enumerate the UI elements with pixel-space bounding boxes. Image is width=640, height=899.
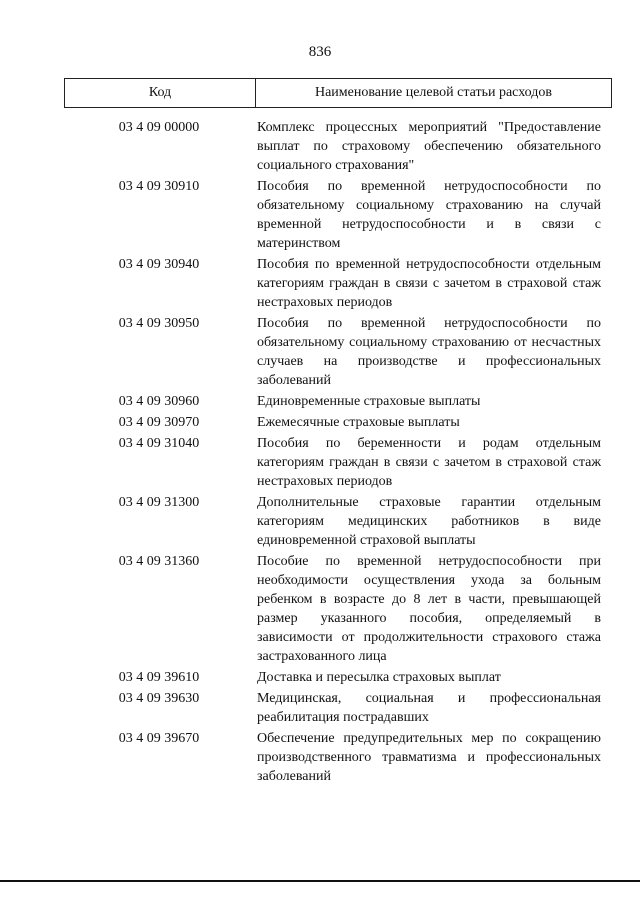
row-name: Комплекс процессных мероприятий "Предоставление выплат по страховому обеспечению обязательного социального страхования"	[257, 120, 601, 173]
row-name: Медицинская, социальная и профессиональная реабилитация пострадавших	[257, 691, 601, 725]
table-row	[64, 434, 612, 491]
header-code: Код	[65, 79, 256, 107]
table-row	[64, 177, 612, 253]
table-row	[64, 493, 612, 550]
row-name: Пособия по временной нетрудоспособности по обязательному социальному страхованию от несчастных случаев на производстве и профессиональных заболеваний	[257, 316, 601, 388]
row-name: Ежемесячные страховые выплаты	[257, 415, 460, 430]
table-row	[64, 552, 612, 666]
row-code: 03 4 09 39610	[118, 670, 200, 685]
row-code: 03 4 09 31300	[118, 495, 200, 510]
table-row	[64, 689, 612, 727]
table-row	[64, 413, 612, 432]
row-code: 03 4 09 30940	[118, 257, 200, 272]
row-name: Пособия по временной нетрудоспособности по обязательному социальному страхованию на случай временной нетрудоспособности и в связи с материнством	[257, 179, 601, 251]
table-row	[64, 668, 612, 687]
row-name: Пособия по временной нетрудоспособности отдельным категориям граждан в связи с зачетом в страховой стаж нестраховых периодов	[257, 257, 601, 310]
row-name: Пособия по беременности и родам отдельным категориям граждан в связи с зачетом в страховой стаж нестраховых периодов	[257, 436, 601, 489]
row-name: Доставка и пересылка страховых выплат	[257, 670, 501, 685]
table-row	[64, 255, 612, 312]
row-code: 03 4 09 31040	[118, 436, 200, 451]
table-header	[64, 78, 612, 108]
scan-edge-line	[0, 880, 640, 882]
row-code: 03 4 09 39630	[118, 691, 200, 706]
row-name: Обеспечение предупредительных мер по сокращению производственного травматизма и профессиональных заболеваний	[257, 731, 601, 784]
row-code: 03 4 09 30910	[118, 179, 200, 194]
row-code: 03 4 09 30970	[118, 415, 200, 430]
page-number: 836	[308, 44, 332, 60]
table-row	[64, 729, 612, 786]
row-name: Пособие по временной нетрудоспособности при необходимости осуществления ухода за больным ребенком в возрасте до 8 лет в части, превышающей размер указанного пособия, определяемый в зависимости от продолжительности страхового стажа застрахованного лица	[257, 554, 601, 664]
row-code: 03 4 09 00000	[118, 120, 200, 135]
table-row	[64, 314, 612, 390]
row-name: Единовременные страховые выплаты	[257, 394, 481, 409]
row-code: 03 4 09 31360	[118, 554, 200, 569]
header-name: Наименование целевой статьи расходов	[314, 85, 553, 100]
row-code: 03 4 09 30950	[118, 316, 200, 331]
table-row	[64, 118, 612, 175]
table-body	[64, 118, 612, 788]
row-code: 03 4 09 30960	[118, 394, 200, 409]
table-row	[64, 392, 612, 411]
row-code: 03 4 09 39670	[118, 731, 200, 746]
row-name: Дополнительные страховые гарантии отдельным категориям медицинских работников в виде единовременной страховой выплаты	[257, 495, 601, 548]
